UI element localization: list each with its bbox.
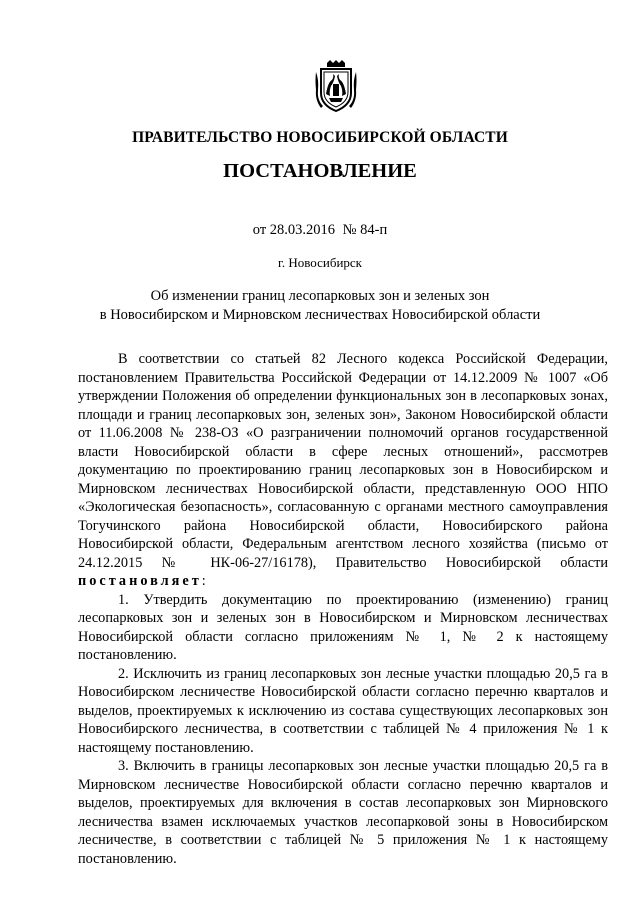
- resolves-keyword: постановляет: [78, 573, 202, 589]
- novosibirsk-coat-of-arms-icon: [315, 60, 357, 114]
- organization-title: ПРАВИТЕЛЬСТВО НОВОСИБИРСКОЙ ОБЛАСТИ: [132, 129, 508, 146]
- preamble-paragraph: В соответствии со статьей 82 Лесного кодекса Российской Федерации, постановлением Правительства Российской Федерации от 14.12.2009 № 1007 «Об утверждении Положения об определении функциональных зон в лесопарковых зонах, площади и границ лесопарковых зон, зеленых зон», Законом Новосибирской области от 11.06.2008 № 238-ОЗ «О разграничении полномочий органов государственной власти Новосибирской области в сфере лесных отношений», рассмотрев документацию по проектированию границ лесопарковых зон в Новосибирском и Мирновском лесничествах Новосибирской области, представленную ООО НПО «Экологическая безопасность», согласованную с органами местного самоуправления Тогучинского района Новосибирской области, Новосибирского района Новосибирской области, Федеральным агентством лесного хозяйства (письмо от 24.12.2015 № НК-06-27/16178), Правительство Новосибирской области постановляет:: [78, 351, 608, 589]
- document-date: от 28.03.2016: [252, 222, 336, 238]
- subject-line-1: Об изменении границ лесопарковых зон и зеленых зон: [150, 288, 490, 304]
- document-body: [78, 350, 608, 868]
- date-number-line: [0, 222, 640, 239]
- document-subject: [60, 287, 580, 324]
- item-1-paragraph: 1. Утвердить документацию по проектированию (изменению) границ лесопарковых зон и зеленых зон в Новосибирском и Мирновском лесничествах Новосибирской области согласно приложениям № 1, № 2 к настоящему постановлению.: [78, 591, 608, 663]
- item-2-paragraph: 2. Исключить из границ лесопарковых зон лесные участки площадью 20,5 га в Новосибирском лесничестве Новосибирской области согласно перечню кварталов и выделов, проектируемых к исключению из состава существующих лесопарковых зон Новосибирского лесничества, в соответствии с таблицей № 4 приложения № 1 к настоящему постановлению.: [78, 665, 608, 756]
- document-type-title: ПОСТАНОВЛЕНИЕ: [223, 160, 417, 182]
- item-3-paragraph: 3. Включить в границы лесопарковых зон лесные участки площадью 20,5 га в Мирновском лесничестве Новосибирской области согласно перечню кварталов и выделов, проектируемых для включения в состав лесопарковых зон Мирновского лесничества взамен исключаемых участков лесопарковой зоны в Новосибирском лесничестве, в соответствии с таблицей № 5 приложения № 1 к настоящему постановлению.: [78, 758, 608, 867]
- preamble-text: В соответствии со статьей 82 Лесного кодекса Российской Федерации, постановлением Правительства Российской Федерации от 14.12.2009 № 1007 «Об утверждении Положения об определении функциональных зон в лесопарковых зонах, площади и границ лесопарковых зон, зеленых зон», Законом Новосибирской области от 11.06.2008 № 238-ОЗ «О разграничении полномочий органов государственной власти Новосибирской области в сфере лесных отношений», рассмотрев документацию по проектированию границ лесопарковых зон в Новосибирском и Мирновском лесничествах Новосибирской области, представленную ООО НПО «Экологическая безопасность», согласованную с органами местного самоуправления Тогучинского района Новосибирской области, Новосибирского района Новосибирской области, Федеральным агентством лесного хозяйства (письмо от 24.12.2015 № НК-06-27/16178), Правительство Новосибирской области: [78, 351, 608, 571]
- subject-line-2: в Новосибирском и Мирновском лесничествах Новосибирской области: [99, 306, 541, 323]
- document-number: № 84-п: [342, 222, 388, 238]
- document-city: г. Новосибирск: [277, 255, 362, 270]
